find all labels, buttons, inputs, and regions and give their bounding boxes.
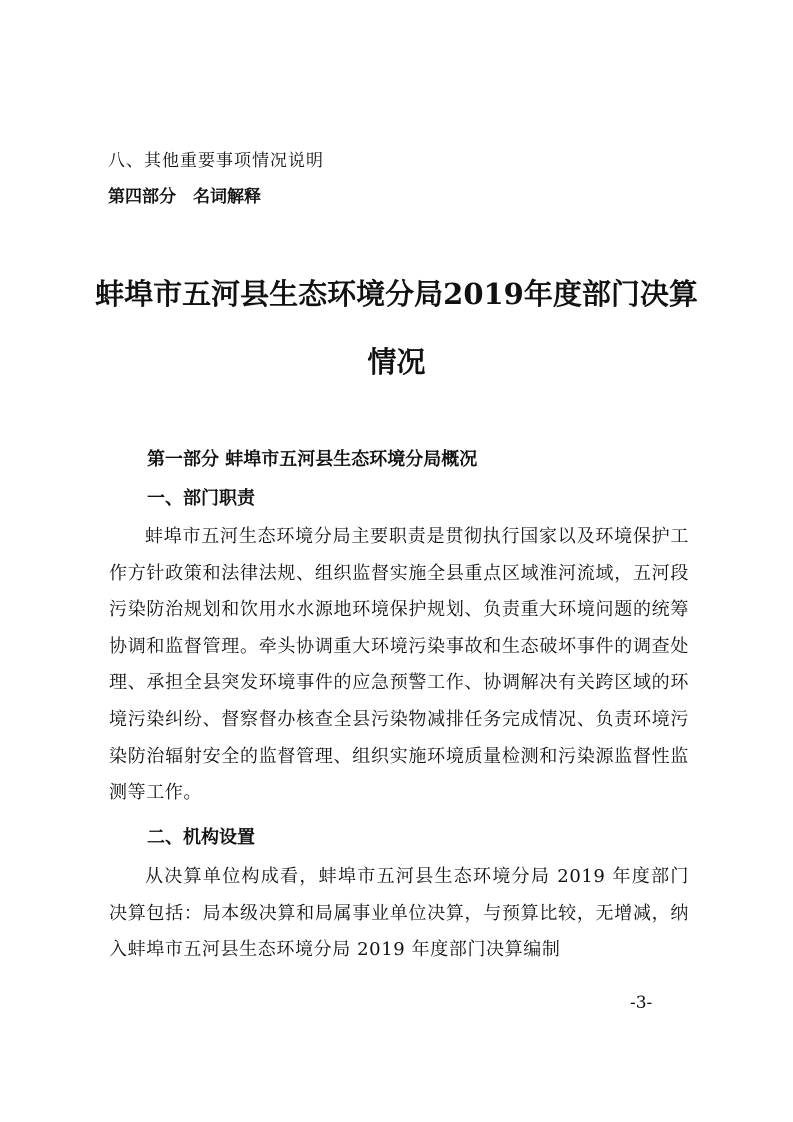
section-duties-paragraph: 蚌埠市五河生态环境分局主要职责是贯彻执行国家以及环境保护工作方针政策和法律法规、组织监督实施全县重点区域淮河流域，五河段污染防治规划和饮用水水源地环境保护规划、负责重大环境问题的统筹协调和监督管理。牵头协调重大环境污染事故和生态破坏事件的调查处理、承担全县突发环境事件的应急预警工作、协调解决有关跨区域的环境污染纠纷、督察督办核查全县污染物减排任务完成情况、负责环境污染防治辐射安全的监督管理、组织实施环境质量检测和污染源监督性监测等工作。 xyxy=(109,526,689,804)
section-organization-paragraph: 从决算单位构成看，蚌埠市五河县生态环境分局 2019 年度部门决算包括：局本级决算和局属事业单位决算，与预算比较，无增减，纳入蚌埠市五河县生态环境分局 2019 年度部门决算编制 xyxy=(109,866,689,961)
section-organization-body xyxy=(109,859,689,969)
page-number: -3- xyxy=(630,993,653,1013)
toc-item-part-four: 第四部分 名词解释 xyxy=(108,187,261,207)
toc-item-other-matters: 八、其他重要事项情况说明 xyxy=(108,151,324,171)
section-organization-heading: 二、机构设置 xyxy=(147,827,255,848)
document-title-line-1: 蚌埠市五河县生态环境分局2019年度部门决算 xyxy=(95,277,698,311)
section-duties-heading: 一、部门职责 xyxy=(147,488,255,509)
document-title-line-2: 情况 xyxy=(367,345,426,379)
part-one-heading: 第一部分 蚌埠市五河县生态环境分局概况 xyxy=(147,449,478,470)
section-duties-body xyxy=(109,519,689,812)
